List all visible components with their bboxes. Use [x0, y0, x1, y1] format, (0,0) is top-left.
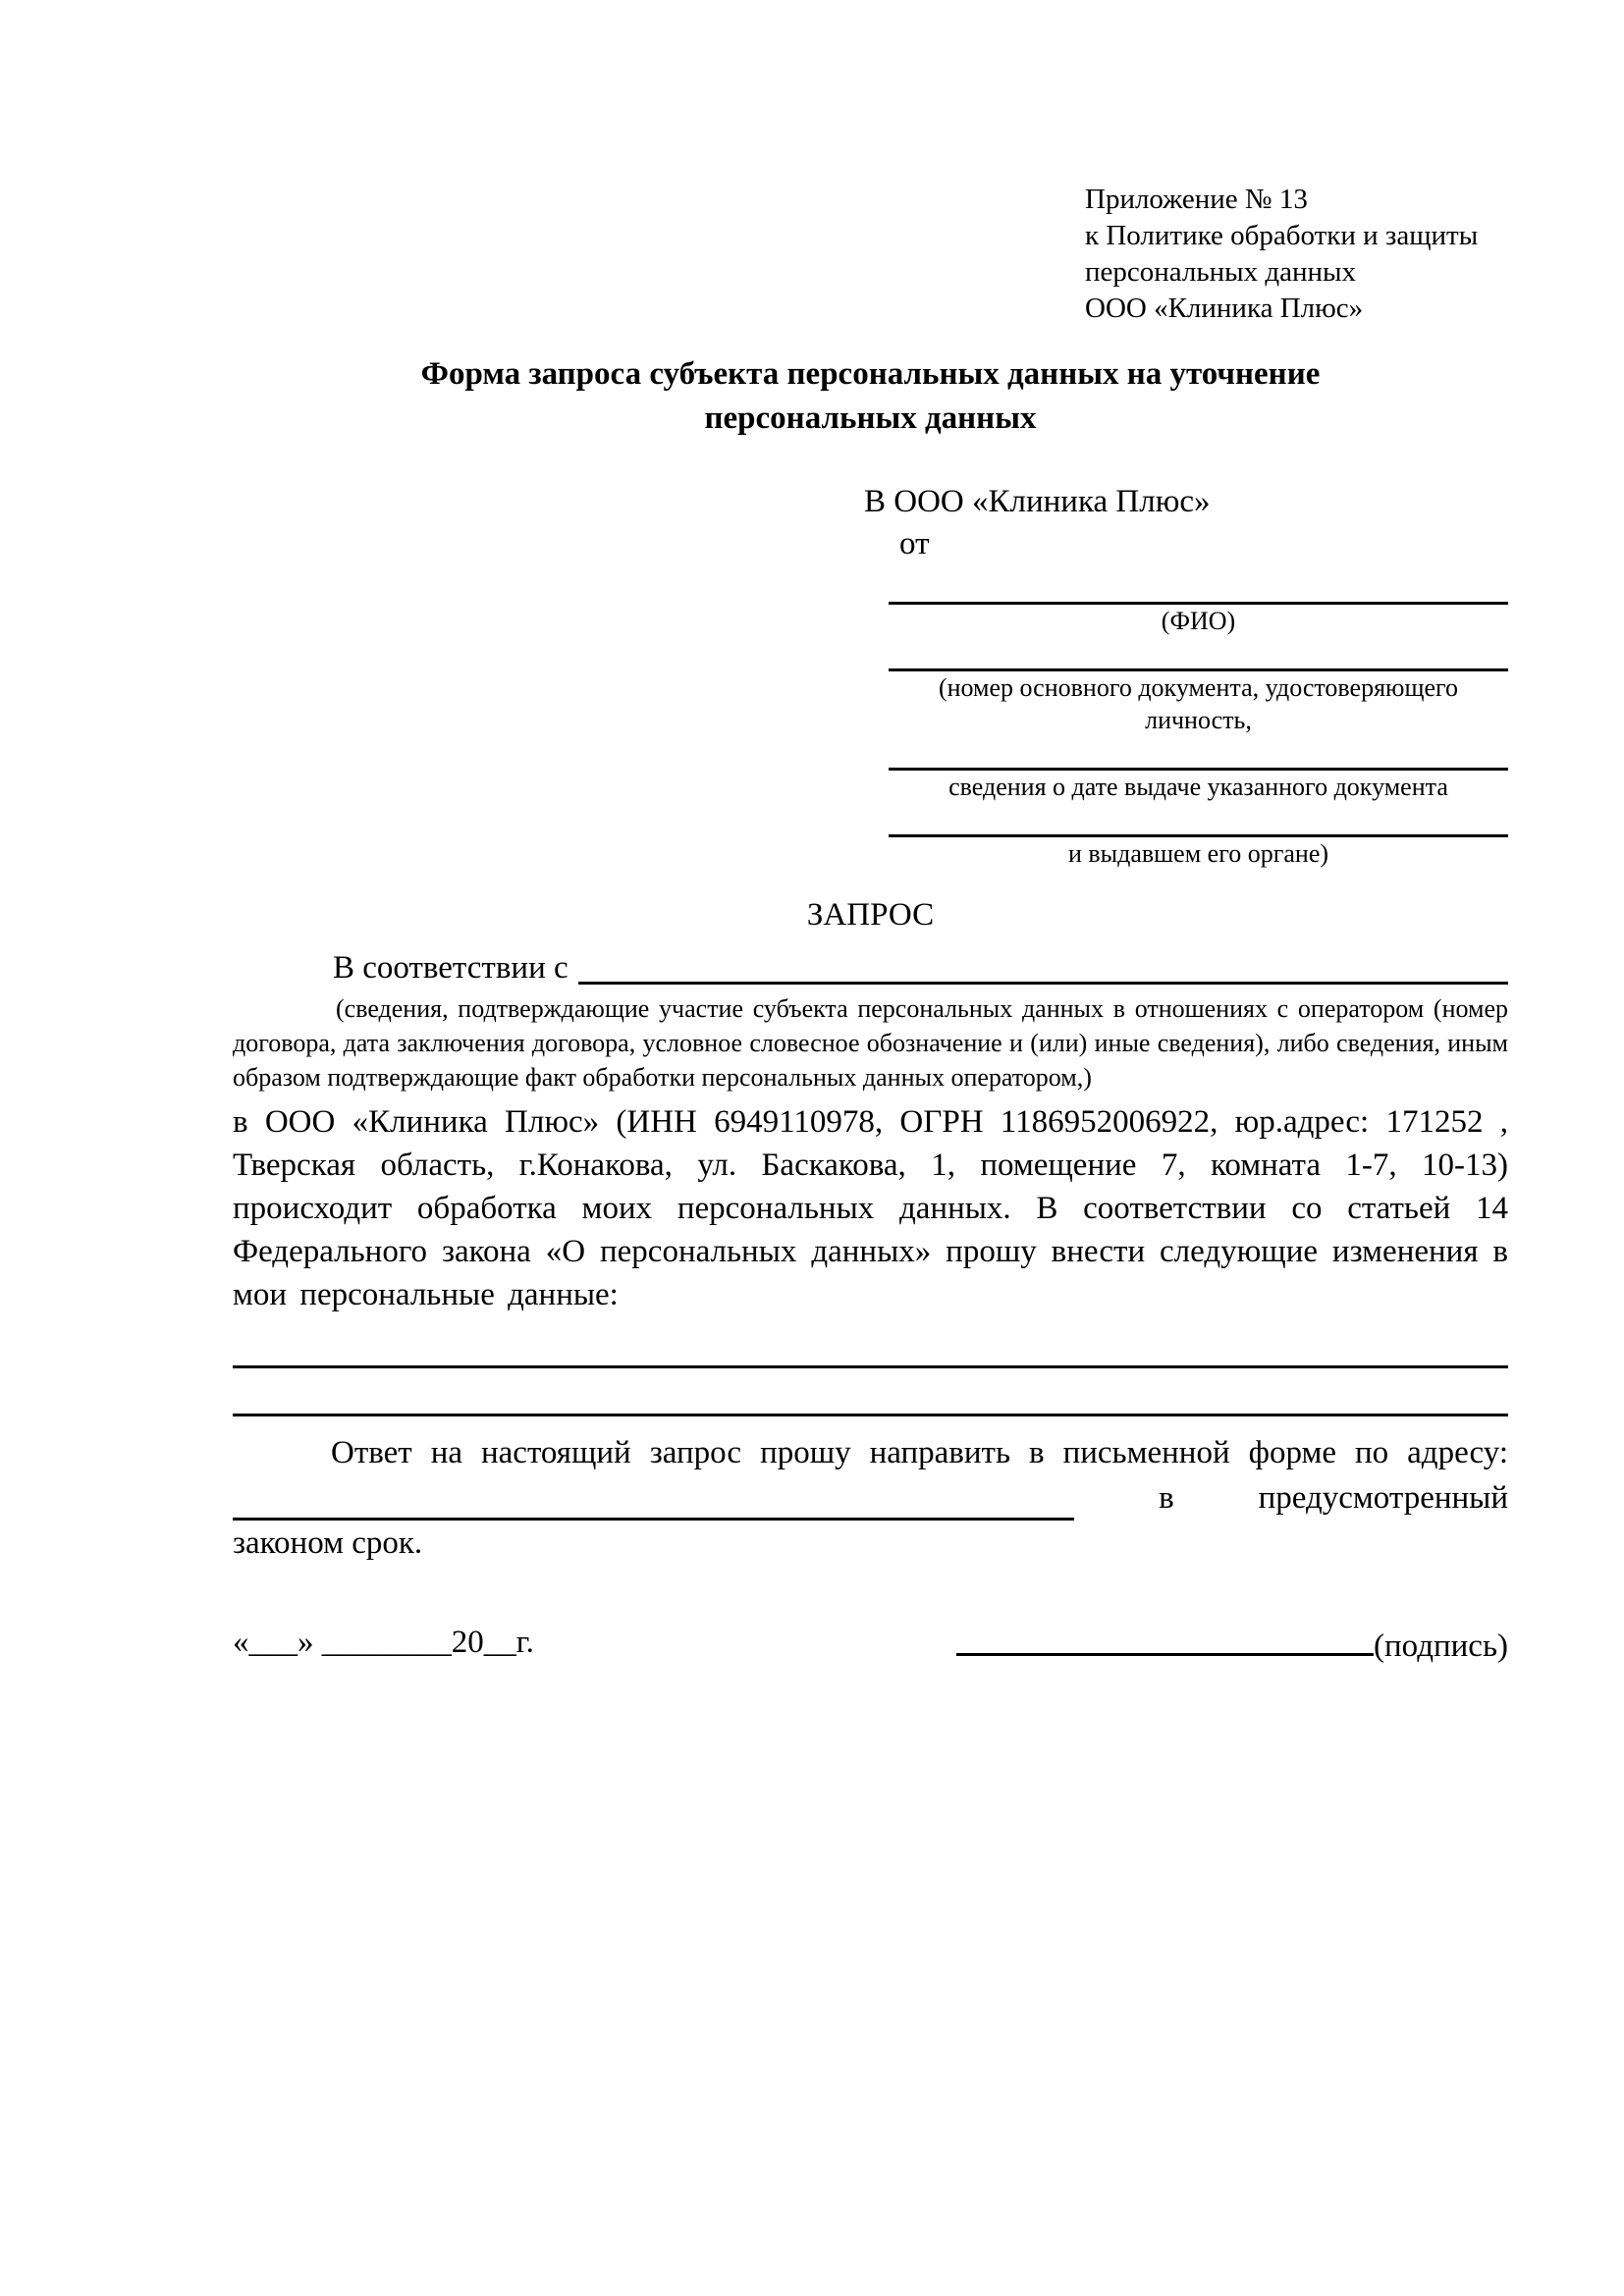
document-title-line: Форма запроса субъекта персональных данных на уточнение — [420, 356, 1321, 392]
issuing-authority-caption: и выдавшем его органе) — [1067, 839, 1329, 868]
document-number-field — [864, 645, 1508, 736]
addressee-block — [864, 480, 1508, 870]
reply-word-predusmotrennyy: предусмотренный — [1258, 1480, 1508, 1516]
request-heading: ЗАПРОС — [806, 897, 935, 933]
accordance-blank-line — [578, 946, 1508, 985]
reply-paragraph-line2 — [233, 1475, 1508, 1521]
accordance-footnote: (сведения, подтверждающие участие субъекта персональных данных в отношениях с оператором (номер договора, дата заключения договора, условное словесное обозначение и (или) иные сведения), либо сведения, иным образом подтверждающие факт обработки персональных данных оператором,) — [233, 994, 1508, 1092]
appendix-line: ООО «Клиника Плюс» — [1085, 293, 1364, 324]
issue-date-field — [864, 744, 1508, 803]
issuing-authority-blank-line — [889, 811, 1508, 837]
signature-block — [956, 1621, 1508, 1668]
changes-blank-line-2 — [233, 1368, 1508, 1416]
issuing-authority-field — [864, 811, 1508, 870]
address-blank-line — [233, 1480, 1074, 1521]
date-signature-row — [233, 1621, 1508, 1668]
addressee-from-label: от — [899, 526, 930, 561]
document-number-caption: (номер основного документа, удостоверяющего личность, — [938, 673, 1459, 734]
document-title — [331, 352, 1411, 441]
issue-date-blank-line — [889, 744, 1508, 771]
reply-paragraph-line1: Ответ на настоящий запрос прошу направить в письменной форме по адресу: — [331, 1435, 1508, 1470]
document-number-blank-line — [889, 645, 1508, 671]
appendix-header — [1085, 182, 1508, 327]
accordance-row — [233, 946, 1508, 989]
signature-caption: (подпись) — [1374, 1629, 1508, 1664]
appendix-line: к Политике обработки и защиты — [1085, 220, 1479, 251]
reply-paragraph-line3: законом срок. — [233, 1525, 423, 1561]
fio-field — [864, 578, 1508, 637]
accordance-lead: В соответствии с — [333, 950, 568, 986]
changes-blank-line-1 — [233, 1320, 1508, 1368]
request-body-paragraph: в ООО «Клиника Плюс» (ИНН 6949110978, ОГРН 1186952006922, юр.адрес: 171252 , Тверская область, г.Конакова, ул. Баскакова, 1, помещение 7, комната 1-7, 10-13) происходит обработка моих персональных данных. В соответствии со статьей 14 Федерального закона «О персональных данных» прошу внести следующие изменения в мои персональные данные: — [233, 1104, 1508, 1312]
document-title-line: персональных данных — [704, 400, 1037, 436]
fio-blank-line — [889, 578, 1508, 605]
signature-blank-line — [956, 1621, 1374, 1656]
date-blank-text: «___» ________20__г. — [233, 1625, 534, 1660]
fio-caption: (ФИО) — [1161, 607, 1236, 635]
reply-word-v: в — [1159, 1480, 1174, 1516]
appendix-line: Приложение № 13 — [1085, 184, 1308, 215]
issue-date-caption: сведения о дате выдаче указанного документа — [948, 773, 1448, 801]
appendix-line: персональных данных — [1085, 256, 1357, 288]
addressee-to: В ООО «Клиника Плюс» — [864, 484, 1211, 519]
